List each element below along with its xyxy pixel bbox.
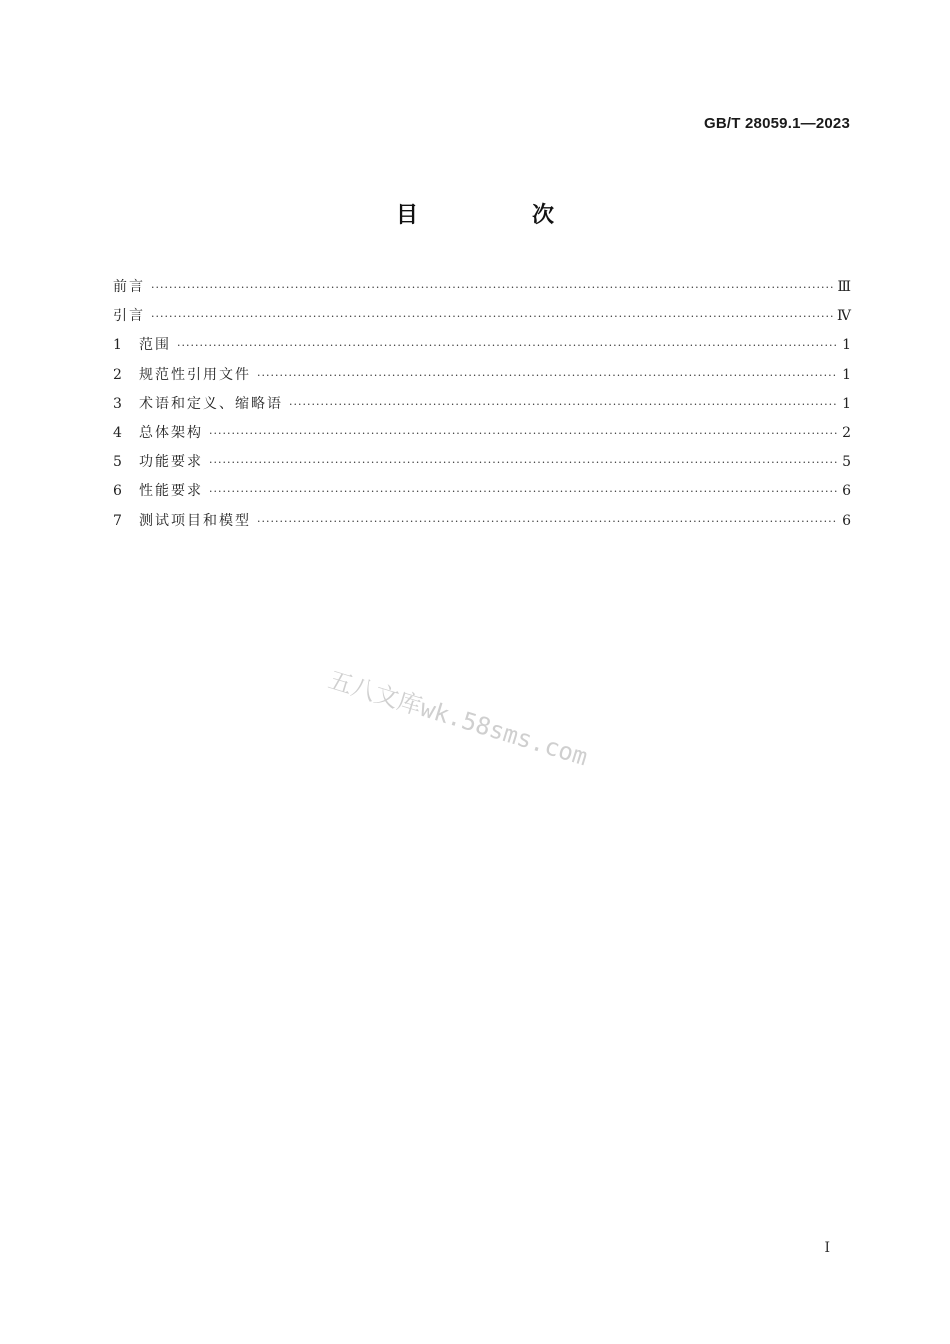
toc-leader-dots [257,511,837,533]
toc-entry-6[interactable] [113,480,851,509]
toc-leader-dots [151,306,833,328]
toc-leader-dots [177,335,837,357]
toc-entry-page: Ⅲ [837,279,851,295]
toc-entry-page: 6 [842,483,851,500]
toc-entry-page: 1 [842,337,851,354]
toc-entry-number: 3 [113,395,122,412]
toc-entry-page: 5 [842,454,851,471]
toc-entry-label: 测试项目和模型 [139,512,251,529]
table-of-contents [113,276,851,539]
toc-entry-label: 术语和定义、缩略语 [139,395,283,412]
toc-entry-number: 1 [113,337,122,354]
page-number: I [824,1240,830,1256]
toc-entry-number: 5 [113,454,122,471]
toc-leader-dots [289,394,837,416]
toc-leader-dots [151,277,833,299]
toc-entry-label: 性能要求 [139,483,203,500]
toc-entry-label: 功能要求 [139,454,203,471]
toc-entry-4[interactable] [113,422,851,451]
toc-entry-7[interactable] [113,510,851,539]
page-title: 目 次 [395,203,600,228]
toc-leader-dots [209,423,837,445]
toc-leader-dots [209,481,837,503]
toc-entry-page: 1 [842,395,851,412]
toc-entry-1[interactable] [113,334,851,363]
toc-entry-preface[interactable] [113,276,851,305]
toc-entry-page: 6 [842,512,851,529]
toc-entry-5[interactable] [113,451,851,480]
toc-entry-number: 4 [113,424,122,441]
toc-entry-label: 规范性引用文件 [139,366,251,383]
toc-entry-page: 1 [842,366,851,383]
toc-entry-label: 前言 [113,279,145,295]
toc-entry-number: 6 [113,483,122,500]
toc-entry-label: 引言 [113,308,145,325]
toc-entry-number: 2 [113,366,122,383]
toc-leader-dots [257,365,837,387]
toc-leader-dots [209,452,837,474]
toc-entry-label: 总体架构 [139,424,203,441]
toc-entry-3[interactable] [113,393,851,422]
watermark: 五八文库wk.58sms.com [325,665,591,772]
toc-entry-2[interactable] [113,364,851,393]
toc-entry-page: Ⅳ [837,308,851,325]
toc-entry-page: 2 [842,424,851,441]
toc-entry-number: 7 [113,512,122,529]
toc-entry-introduction[interactable] [113,305,851,334]
standard-code: GB/T 28059.1—2023 [704,115,850,132]
toc-entry-label: 范围 [139,337,171,354]
